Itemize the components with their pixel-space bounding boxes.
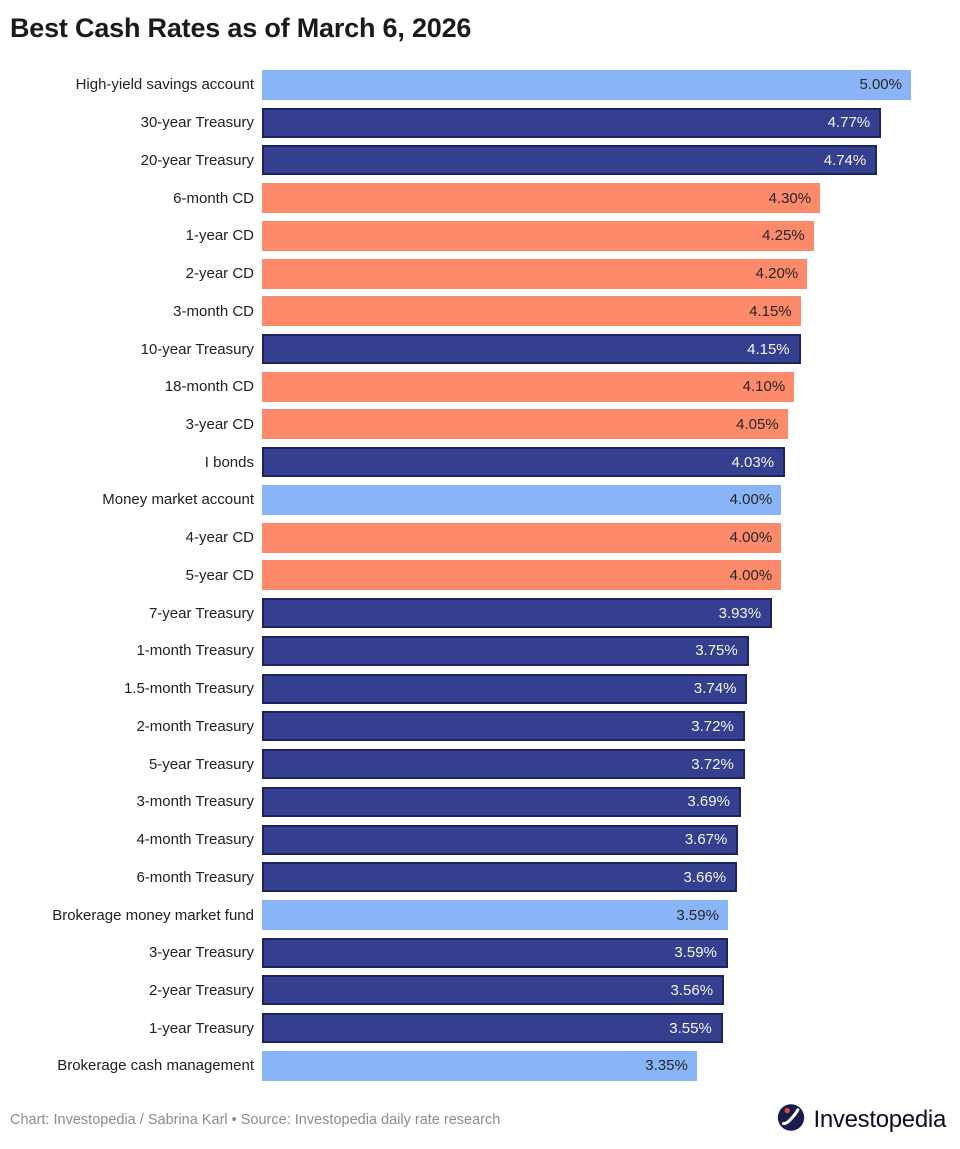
bar-row [0,66,960,104]
bar [262,560,781,590]
bar-value: 3.66% [683,868,727,886]
bar [262,259,807,289]
bar-track [262,862,911,892]
bar [262,1051,697,1081]
bar-track [262,108,911,138]
bar-value: 3.74% [693,680,737,698]
bar-row [0,481,960,519]
bar-label: 4-month Treasury [136,831,254,849]
bar-value: 4.15% [749,302,792,320]
bar [262,108,881,138]
bar-track [262,296,911,326]
bar [262,1013,723,1043]
bar-row [0,519,960,557]
bar-row [0,443,960,481]
bar-row [0,368,960,406]
bar-track [262,560,911,590]
bar-track [262,523,911,553]
bar-row [0,632,960,670]
bar [262,523,781,553]
bar-track [262,372,911,402]
bar-label: 1-month Treasury [136,642,254,660]
bar-track [262,447,911,477]
bar-track [262,1051,911,1081]
bar-value: 3.72% [691,755,734,773]
bar-row [0,179,960,217]
credit-text: Chart: Investopedia / Sabrina Karl • Source: Investopedia daily rate research [10,1111,501,1128]
bar-row [0,1009,960,1047]
bar-value: 4.77% [827,114,871,132]
bar [262,825,738,855]
bar-chart [0,66,960,1085]
bar-row [0,292,960,330]
bar-label: 10-year Treasury [140,340,254,358]
bar [262,70,911,100]
bar-track [262,975,911,1005]
bar-label: High-yield savings account [75,76,254,94]
brand [776,1102,946,1137]
bar-value: 4.03% [731,453,775,471]
bar-label: 3-month Treasury [136,793,254,811]
bar-track [262,145,911,175]
bar-label: I bonds [204,453,254,471]
bar-label: Brokerage money market fund [52,906,254,924]
bar [262,409,788,439]
bar-value: 3.67% [684,831,728,849]
bar-label: Money market account [102,491,254,509]
bar-value: 4.00% [729,529,773,547]
bar-track [262,409,911,439]
bar-value: 3.72% [691,717,734,735]
bar-row [0,896,960,934]
bar-row [0,858,960,896]
bar [262,221,814,251]
bar-track [262,749,911,779]
bar-label: 4-year CD [185,529,254,547]
bar-row [0,104,960,142]
bar-track [262,334,911,364]
bar-row [0,217,960,255]
bar [262,636,749,666]
bar [262,900,728,930]
bar [262,938,728,968]
bar [262,862,737,892]
bar-label: 1.5-month Treasury [123,680,254,698]
bar-value: 4.25% [762,227,805,245]
bar-row [0,594,960,632]
bar [262,674,747,704]
bar-label: 20-year Treasury [140,151,254,169]
bar-row [0,707,960,745]
bar [262,145,877,175]
bar-track [262,711,911,741]
bar-row [0,821,960,859]
bar [262,447,785,477]
bar-track [262,825,911,855]
bar-row [0,1047,960,1085]
bar-value: 4.00% [729,491,773,509]
bar-label: 2-month Treasury [136,717,254,735]
bar-label: 1-year Treasury [148,1019,254,1037]
bar-track [262,259,911,289]
bar [262,787,741,817]
bar-track [262,183,911,213]
bar-value: 4.30% [768,189,812,207]
bar-track [262,787,911,817]
bar [262,372,794,402]
bar-row [0,330,960,368]
bar-value: 4.00% [729,566,773,584]
footer [0,1101,960,1139]
bar-value: 3.59% [676,906,719,924]
bar-track [262,1013,911,1043]
bar-value: 4.15% [747,340,790,358]
bar-label: Brokerage cash management [57,1057,254,1075]
bar-value: 5.00% [859,76,902,94]
chart-title: Best Cash Rates as of March 6, 2026 [10,13,472,43]
bar-value: 4.05% [736,415,779,433]
bar-row [0,141,960,179]
bar [262,334,801,364]
bar-label: 6-month Treasury [136,868,254,886]
bar-value: 4.74% [823,151,867,169]
bar-label: 3-year Treasury [148,944,254,962]
bar [262,749,745,779]
bar [262,183,820,213]
bar-track [262,221,911,251]
bar-value: 3.59% [674,944,717,962]
brand-wordmark: Investopedia [813,1105,946,1133]
investopedia-logo-icon [776,1102,806,1137]
bar-value: 3.75% [695,642,738,660]
bar-value: 4.10% [742,378,786,396]
bar-track [262,938,911,968]
bar-value: 3.93% [718,604,762,622]
bar [262,485,781,515]
bar-value: 3.69% [687,793,730,811]
bar-track [262,674,911,704]
bar [262,598,772,628]
bar-row [0,255,960,293]
bar-value: 3.56% [670,981,714,999]
bar-row [0,934,960,972]
bar [262,975,724,1005]
bar-row [0,745,960,783]
bar-label: 3-month CD [173,302,254,320]
bar-row [0,670,960,708]
bar-label: 30-year Treasury [140,114,254,132]
bar-value: 3.55% [669,1019,712,1037]
bar [262,711,745,741]
bar-track [262,900,911,930]
bar-label: 1-year CD [185,227,254,245]
bar-label: 18-month CD [164,378,254,396]
bar-row [0,406,960,444]
bar-label: 5-year CD [185,566,254,584]
bar-row [0,557,960,595]
bar-row [0,972,960,1010]
bar-label: 5-year Treasury [148,755,254,773]
bar-value: 3.35% [645,1057,688,1075]
bar-label: 2-year Treasury [148,981,254,999]
bar-row [0,783,960,821]
bar-value: 4.20% [755,265,799,283]
bar-label: 7-year Treasury [148,604,254,622]
bar-track [262,636,911,666]
bar-label: 6-month CD [173,189,254,207]
bar-track [262,485,911,515]
bar-label: 2-year CD [185,265,254,283]
bar-track [262,70,911,100]
bar-track [262,598,911,628]
bar [262,296,801,326]
bar-label: 3-year CD [185,415,254,433]
